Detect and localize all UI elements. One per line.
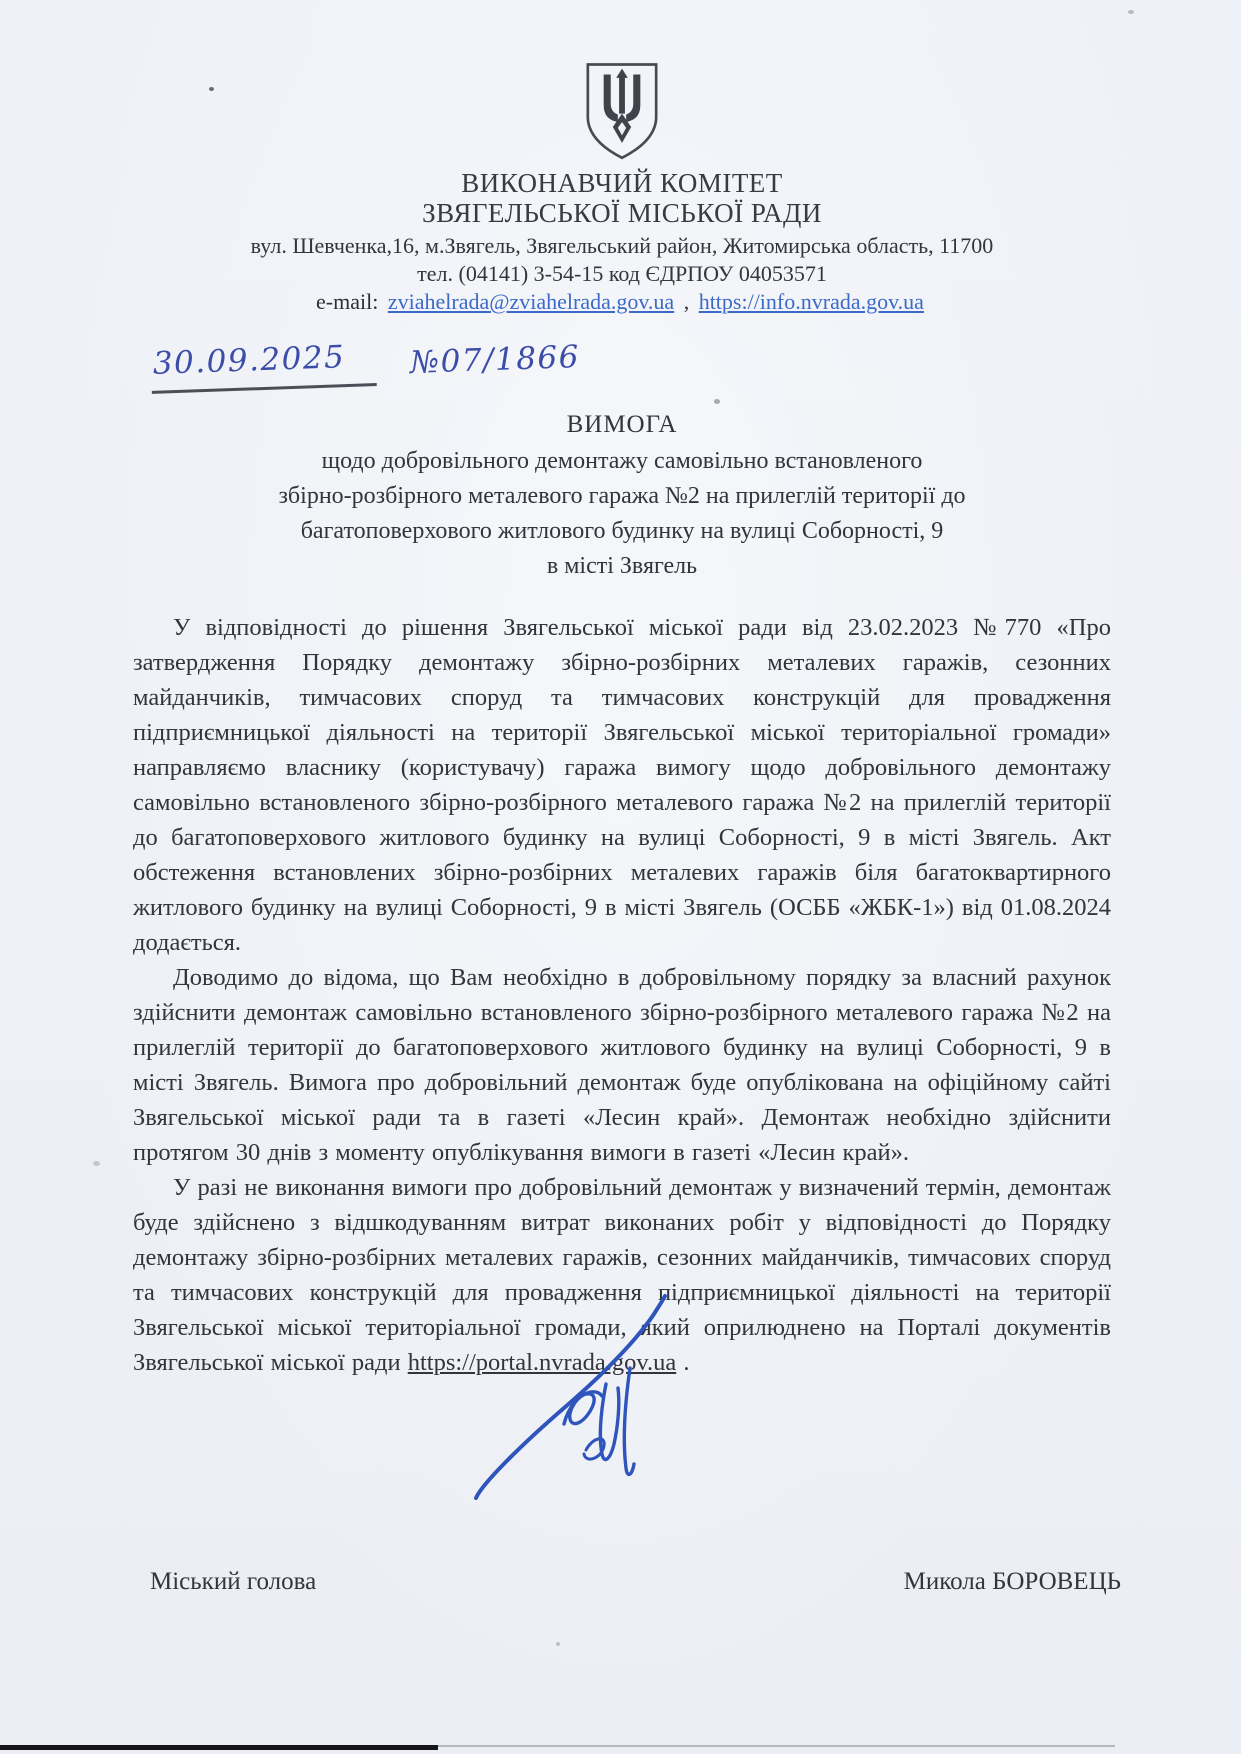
paragraph-2: Доводимо до відома, що Вам необхідно в добровільному порядку за власний рахунок здійснити демонтаж самовільно встановленого збірно-розбірного металевого гаража №2 на прилеглій території до багатоповерхового житлового будинку на вулиці Соборності, 9 в місті Звягель. Вимога про добровільний демонтаж буде опублікована на офіційному сайті Звягельської міської ради та в газеті «Лесин край». Демонтаж необхідно здійснити протягом 30 днів з моменту опублікування вимоги в газеті «Лесин край». [133,964,1111,1166]
scan-speck [1128,10,1134,14]
document-title: ВИМОГА [566,411,678,438]
org-name-line2: ЗВЯГЕЛЬСЬКОЇ МІСЬКОЇ РАДИ [422,198,822,228]
paragraph-1: У відповідності до рішення Звягельської міської ради від 23.02.2023 №770 «Про затвердження Порядку демонтажу збірно-розбірних металевих гаражів, сезонних майданчиків, тимчасових споруд та тимчасових конструкцій для провадження підприємницької діяльності на території Звягельської міської територіальної громади» направляємо власнику (користувачу) гаража вимогу щодо добровільного демонтажу самовільно встановленого збірно-розбірного металевого гаража №2 на прилеглій території до багатоповерхового житлового будинку на вулиці Соборності, 9 в місті Звягель. Акт обстеження встановлених збірно-розбірних металевих гаражів біля багатоквартирного житлового будинку на вулиці Соборності, 9 в місті Звягель (ОСББ «ЖБК-1») від 01.08.2024 додається. [133,614,1111,956]
scan-artifact-bottom-edge [0,1745,438,1750]
signer-position: Міський голова [150,1568,317,1595]
paragraph-3-text: У разі не виконання вимоги про добровільний демонтаж у визначений термін, демонтаж буде здійснено з відшкодуванням витрат виконаних робіт у відповідності до Порядку демонтажу збірно-розбірних металевих гаражів, сезонних майданчиків, тимчасових споруд та тимчасових конструкцій для провадження підприємницької діяльності на території Звягельської міської територіальної громади, який оприлюднено на Порталі документів Звягельської міської ради [133,1174,1111,1376]
portal-link[interactable]: https://portal.nvrada.gov.ua [407,1349,677,1376]
handwritten-signature [468,1292,680,1510]
org-name-line1: ВИКОНАВЧИЙ КОМІТЕТ [461,168,783,198]
handwritten-date: 30.09.2025 [150,338,376,394]
reference-row [151,339,1111,390]
subtitle-line: збірно-розбірного металевого гаража №2 на прилеглій території до [278,483,966,509]
scan-speck [93,1161,100,1166]
org-contacts-line [133,288,1111,316]
links-separator: , [683,289,690,314]
email-link[interactable]: zviahelrada@zviahelrada.gov.ua [387,289,675,314]
title-block [133,408,1111,584]
email-label: e-mail: [316,289,379,314]
paragraph-3-period: . [676,1349,690,1376]
subtitle-line: багатоповерхового житлового будинку на вулиці Соборності, 9 [300,518,944,544]
handwritten-doc-number: №07/1866 [408,339,580,381]
trident-coat-of-arms-icon [572,62,672,162]
site-link[interactable]: https://info.nvrada.gov.ua [698,289,924,314]
subtitle-line: в місті Звягель [546,553,698,579]
signature-row [150,1568,1121,1596]
subtitle-line: щодо добровільного демонтажу самовільно встановленого [321,448,923,474]
signer-name: Микола БОРОВЕЦЬ [903,1568,1121,1595]
org-phone: тел. (04141) 3-54-15 код ЄДРПОУ 04053571 [417,261,827,286]
document-content [133,0,1111,1380]
org-address: вул. Шевченка,16, м.Звягель, Звягельський район, Житомирська область, 11700 [250,233,994,258]
scan-speck [556,1642,560,1646]
